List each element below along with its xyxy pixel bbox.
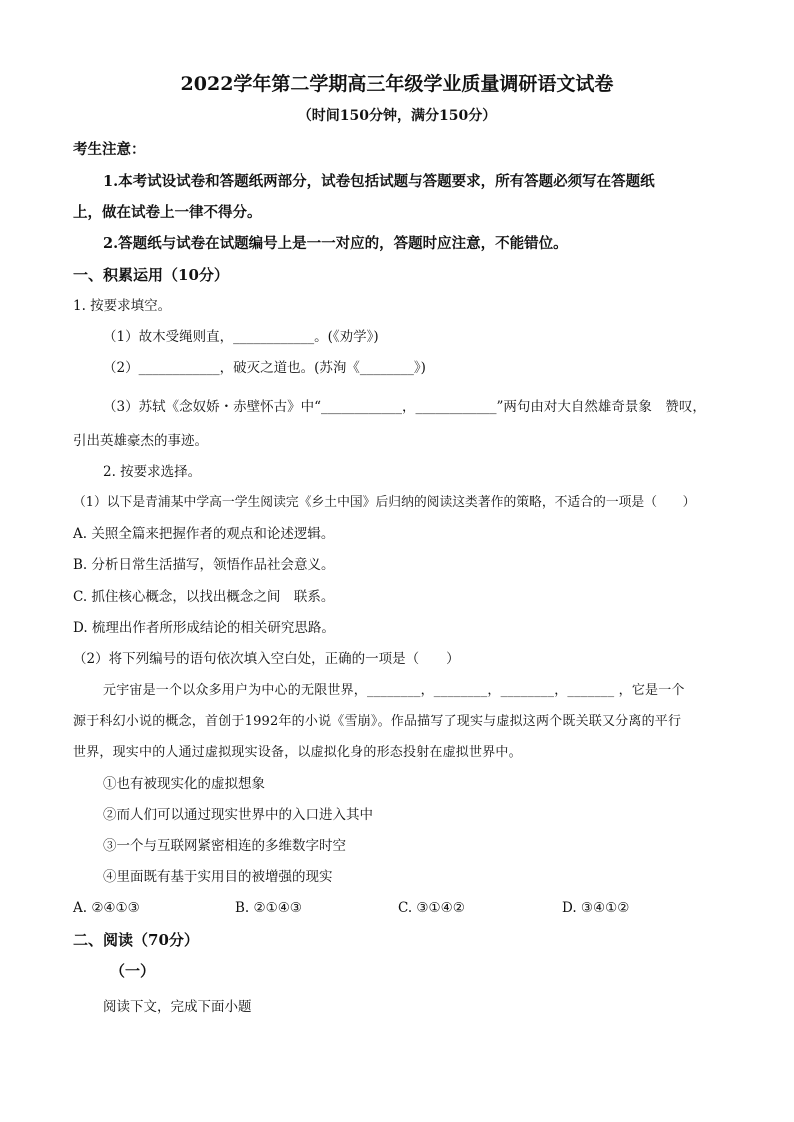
question-2-1-option-a: A. 关照全篇来把握作者的观点和论述逻辑。 bbox=[73, 526, 335, 542]
notice-heading: 考生注意： bbox=[73, 141, 146, 158]
answer-option-c: C. ③①④② bbox=[398, 900, 465, 916]
notice-item-1-line-2: 上，做在试卷上一律不得分。 bbox=[73, 204, 262, 221]
answer-option-b: B. ②①④③ bbox=[235, 900, 302, 916]
question-1-part-3-line-2: 引出英雄豪杰的事迹。 bbox=[73, 433, 208, 449]
passage-line-3: 世界，现实中的人通过虚拟现实设备，以虚拟化身的形态投射在虚拟世界中。 bbox=[73, 745, 522, 760]
question-1-part-3-line-1: （3）苏轼《念奴娇・赤壁怀古》中“____________，____________”两句由对大自然雄奇景象 赞叹， bbox=[103, 399, 706, 415]
exam-subtitle: （时间150分钟，满分150分） bbox=[297, 108, 497, 124]
section-2-part-label: （一） bbox=[110, 962, 156, 980]
question-2-1-option-d: D. 梳理出作者所形成结论的相关研究思路。 bbox=[73, 620, 335, 636]
sentence-4: ④里面既有基于实用目的被增强的现实 bbox=[103, 869, 333, 885]
passage-line-2: 源于科幻小说的概念，首创于1992年的小说《雪崩》。作品描写了现实与虚拟这两个既关联又分离的平行 bbox=[73, 714, 682, 729]
sentence-2: ②而人们可以通过现实世界中的入口进入其中 bbox=[103, 807, 373, 823]
notice-item-1-line-1: 1.本考试设试卷和答题纸两部分，试卷包括试题与答题要求，所有答题必须写在答题纸 bbox=[103, 173, 655, 190]
exam-title: 2022学年第二学期高三年级学业质量调研语文试卷 bbox=[180, 73, 614, 95]
question-2-stem: 2. 按要求选择。 bbox=[103, 464, 202, 480]
notice-item-2: 2.答题纸与试卷在试题编号上是一一对应的，答题时应注意，不能错位。 bbox=[103, 235, 568, 252]
question-1-part-2: （2）____________，破灭之道也。(苏洵《________》) bbox=[103, 360, 426, 376]
question-2-2-stem: （2）将下列编号的语句依次填入空白处，正确的一项是（ ） bbox=[73, 651, 460, 667]
passage-line-1: 元宇宙是一个以众多用户为中心的无限世界，________，________，________，_______ ，它是一个 bbox=[103, 683, 685, 698]
section-1-heading: 一、积累运用（10分） bbox=[73, 266, 229, 284]
answer-option-d: D. ③④①② bbox=[562, 900, 630, 916]
section-2-instruction: 阅读下文，完成下面小题 bbox=[103, 999, 252, 1015]
answer-option-a: A. ②④①③ bbox=[73, 900, 140, 916]
question-2-1-option-b: B. 分析日常生活描写，领悟作品社会意义。 bbox=[73, 557, 335, 573]
sentence-1: ①也有被现实化的虚拟想象 bbox=[103, 776, 265, 792]
question-2-1-stem: （1）以下是青浦某中学高一学生阅读完《乡土中国》后归纳的阅读这类著作的策略，不适合的一项是（ ） bbox=[73, 495, 696, 510]
question-1-part-1: （1）故木受绳则直，____________。(《劝学》) bbox=[103, 329, 379, 345]
question-2-1-option-c: C. 抓住核心概念，以找出概念之间 联系。 bbox=[73, 589, 335, 605]
sentence-3: ③一个与互联网紧密相连的多维数字时空 bbox=[103, 838, 346, 854]
section-2-heading: 二、阅读（70分） bbox=[73, 931, 199, 949]
question-1-stem: 1. 按要求填空。 bbox=[73, 298, 172, 314]
